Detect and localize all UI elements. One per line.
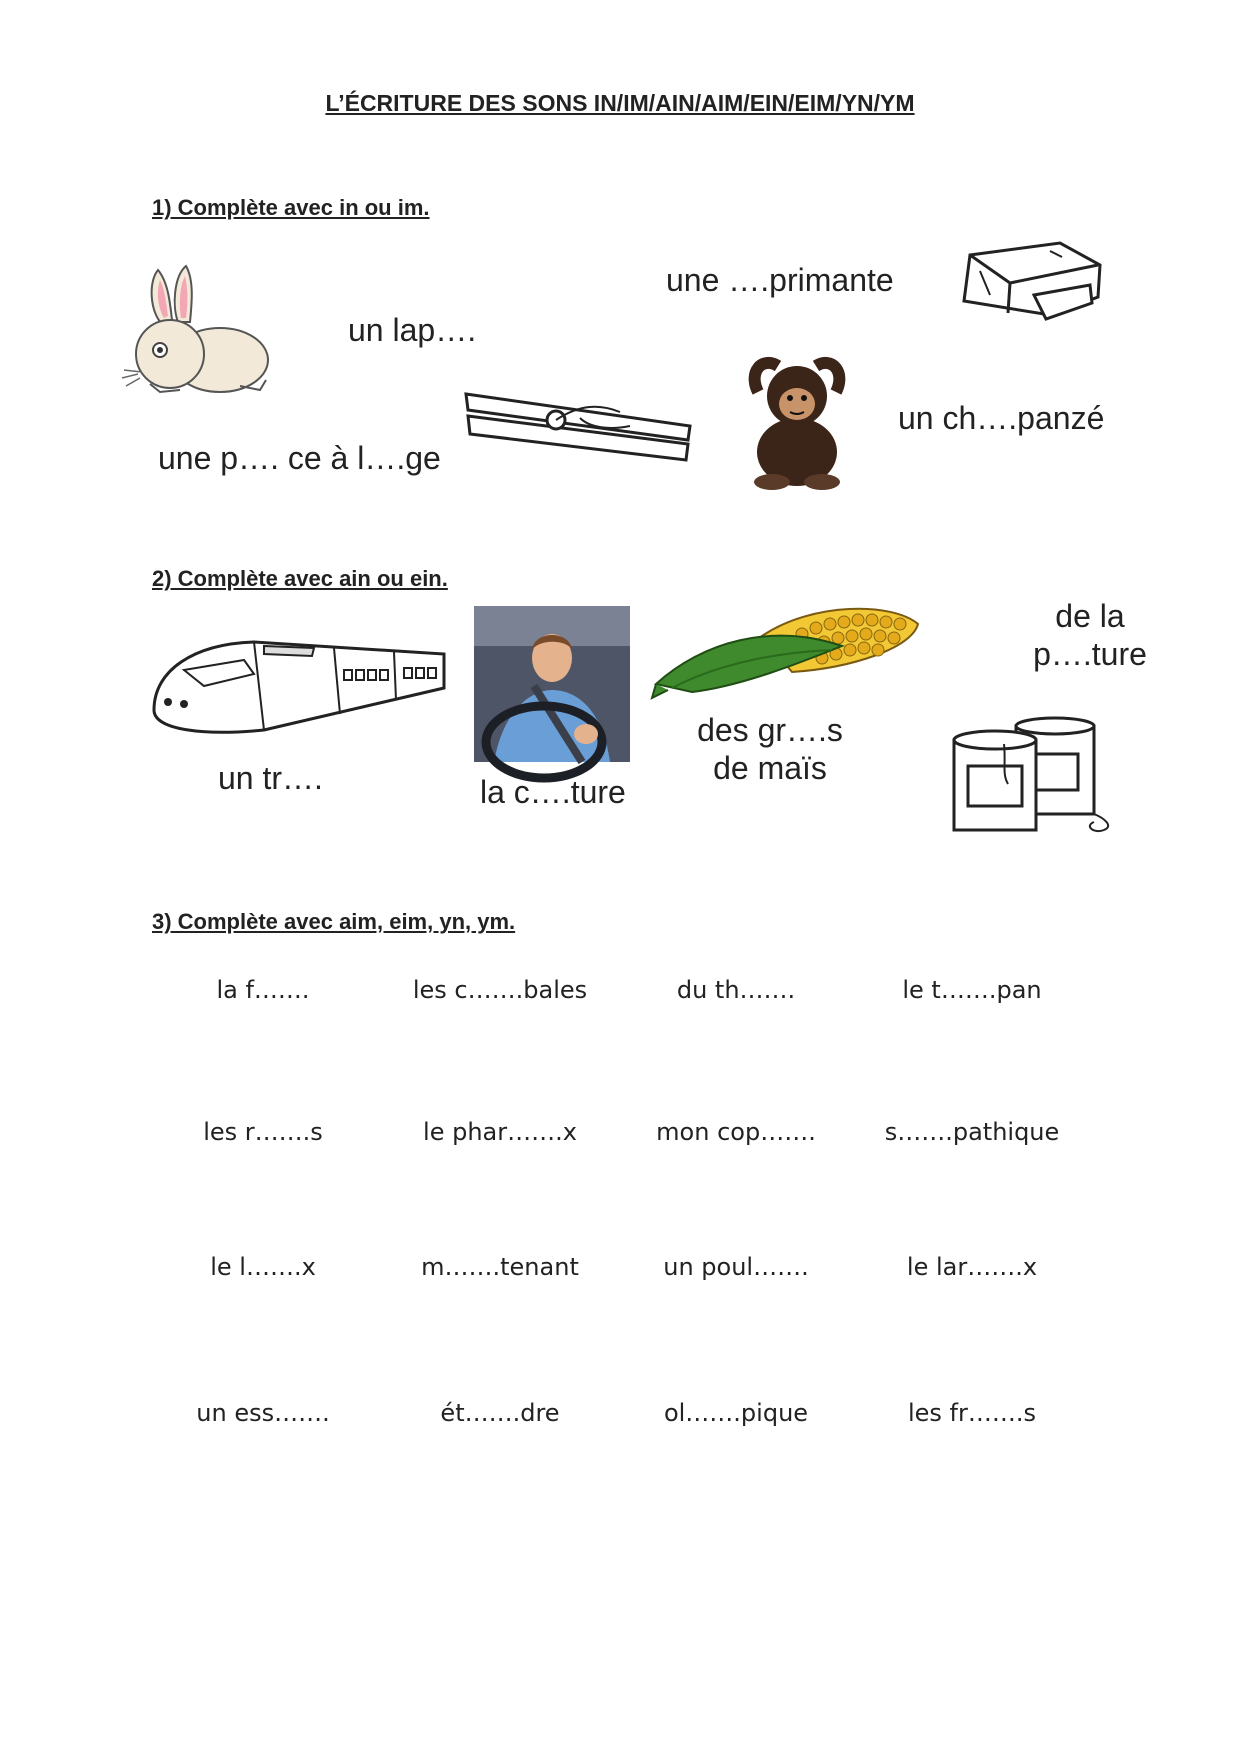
word-ceinture: la c….ture <box>480 774 626 810</box>
exercise-word-2-1: les r…….s <box>203 1118 323 1146</box>
clothespin-icon <box>460 384 700 474</box>
exercise-word-1-4: le t…….pan <box>902 976 1042 1004</box>
word-grains-line1: des gr….s <box>697 712 843 748</box>
exercise-word-1-3: du th……. <box>676 976 796 1004</box>
section-2-heading: 2) Complète avec ain ou ein. <box>152 566 448 591</box>
exercise-word-4-3: ol…….pique <box>663 1399 809 1427</box>
exercise-word-4-1: un ess……. <box>196 1399 330 1427</box>
page-title: L’ÉCRITURE DES SONS IN/IM/AIN/AIM/EIN/EIM/YN/YM <box>325 90 915 116</box>
train-icon <box>144 630 454 740</box>
exercise-word-2-2: le phar…….x <box>423 1118 577 1146</box>
printer-icon <box>950 235 1110 335</box>
word-grains-line2: de maïs <box>713 750 827 786</box>
word-peinture-line1: de la <box>1055 598 1125 634</box>
word-chimpanze: un ch….panzé <box>898 400 1105 436</box>
corn-icon <box>652 602 924 702</box>
exercise-word-3-3: un poul……. <box>663 1253 809 1281</box>
paint-cans-icon <box>944 714 1124 844</box>
exercise-word-1-1: la f……. <box>216 976 310 1004</box>
chimpanzee-icon <box>742 352 852 492</box>
section-3-heading: 3) Complète avec aim, eim, yn, ym. <box>152 909 516 934</box>
exercise-word-3-1: le l…….x <box>210 1253 316 1281</box>
exercise-word-3-2: m…….tenant <box>421 1253 579 1281</box>
exercise-word-4-2: ét…….dre <box>440 1399 560 1427</box>
exercise-word-4-4: les fr…….s <box>907 1399 1036 1427</box>
driver-seatbelt-icon <box>474 606 630 762</box>
exercise-word-2-4: s…….pathique <box>884 1118 1060 1146</box>
word-peinture-line2: p….ture <box>1033 636 1147 672</box>
exercise-word-2-3: mon cop……. <box>656 1118 816 1146</box>
word-lapin: un lap…. <box>348 312 477 348</box>
exercise-word-3-4: le lar…….x <box>906 1253 1038 1281</box>
section-1-heading: 1) Complète avec in ou im. <box>152 195 430 220</box>
word-imprimante: une ….primante <box>666 262 894 298</box>
word-train: un tr…. <box>218 760 323 796</box>
word-pince: une p…. ce à l….ge <box>158 440 441 476</box>
rabbit-icon <box>120 262 280 402</box>
exercise-word-1-2: les c…….bales <box>412 976 588 1004</box>
